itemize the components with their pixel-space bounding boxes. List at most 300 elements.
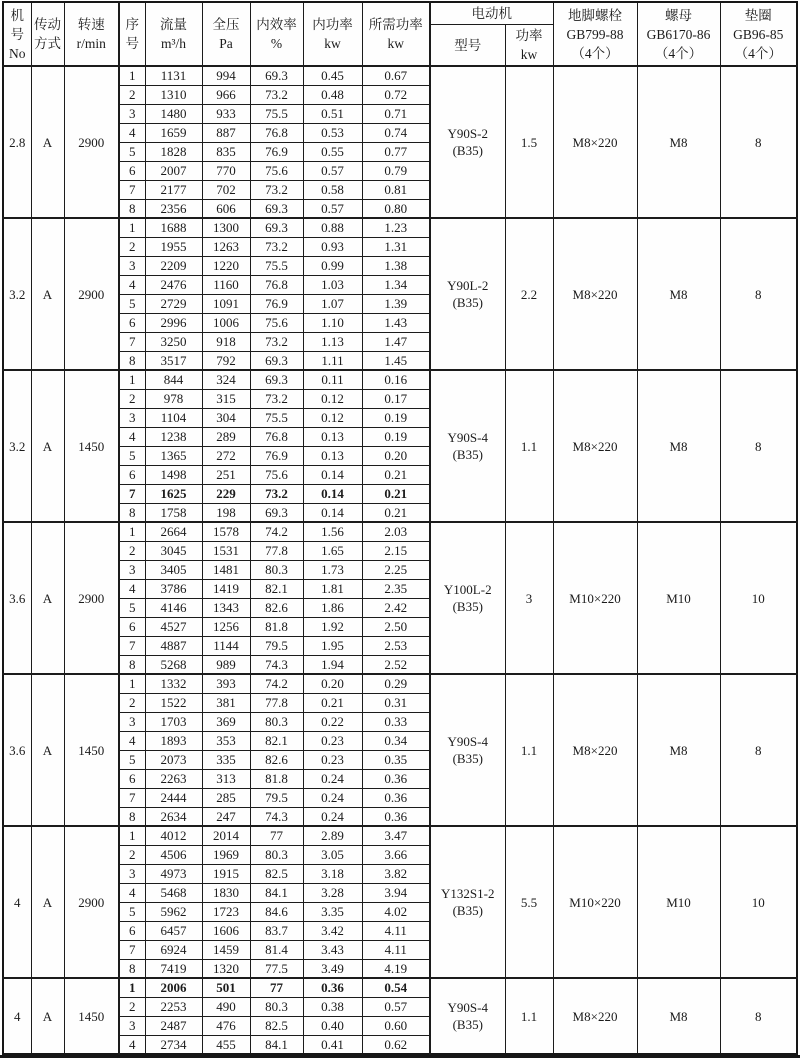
flow-cell: 2177 bbox=[145, 180, 202, 199]
flow-cell: 2263 bbox=[145, 769, 202, 788]
efficiency-cell: 69.3 bbox=[250, 199, 303, 218]
nut-cell: M10 bbox=[637, 826, 720, 978]
required-power-cell: 0.77 bbox=[362, 142, 430, 161]
pressure-cell: 1256 bbox=[202, 617, 250, 636]
pressure-cell: 1220 bbox=[202, 256, 250, 275]
seq-cell: 6 bbox=[119, 921, 145, 940]
header-row-top bbox=[3, 2, 797, 25]
inner-power-cell: 0.53 bbox=[303, 123, 362, 142]
bolt-cell: M10×220 bbox=[553, 826, 637, 978]
flow-cell: 7419 bbox=[145, 959, 202, 978]
inner-power-cell: 1.73 bbox=[303, 560, 362, 579]
seq-cell: 8 bbox=[119, 351, 145, 370]
efficiency-cell: 83.7 bbox=[250, 921, 303, 940]
seq-cell: 3 bbox=[119, 256, 145, 275]
flow-cell: 1480 bbox=[145, 104, 202, 123]
required-power-cell: 0.36 bbox=[362, 769, 430, 788]
efficiency-cell: 74.3 bbox=[250, 807, 303, 826]
pressure-cell: 229 bbox=[202, 484, 250, 503]
required-power-cell: 0.60 bbox=[362, 1016, 430, 1035]
required-power-cell: 4.19 bbox=[362, 959, 430, 978]
machine-no-cell: 2.8 bbox=[3, 66, 31, 218]
pressure-cell: 994 bbox=[202, 66, 250, 85]
pressure-cell: 381 bbox=[202, 693, 250, 712]
efficiency-cell: 84.1 bbox=[250, 883, 303, 902]
motor-model-cell: Y90S-4 (B35) bbox=[430, 674, 505, 826]
washer-cell: 8 bbox=[720, 370, 797, 522]
seq-cell: 1 bbox=[119, 370, 145, 389]
inner-power-cell: 3.28 bbox=[303, 883, 362, 902]
pressure-cell: 476 bbox=[202, 1016, 250, 1035]
washer-cell: 10 bbox=[720, 826, 797, 978]
pressure-cell: 1830 bbox=[202, 883, 250, 902]
efficiency-cell: 73.2 bbox=[250, 484, 303, 503]
required-power-cell: 0.81 bbox=[362, 180, 430, 199]
inner-power-cell: 0.23 bbox=[303, 731, 362, 750]
inner-power-cell: 0.38 bbox=[303, 997, 362, 1016]
inner-power-cell: 0.58 bbox=[303, 180, 362, 199]
required-power-cell: 1.38 bbox=[362, 256, 430, 275]
flow-cell: 1365 bbox=[145, 446, 202, 465]
speed-cell: 2900 bbox=[64, 522, 119, 674]
pressure-cell: 1006 bbox=[202, 313, 250, 332]
inner-power-cell: 1.13 bbox=[303, 332, 362, 351]
required-power-cell: 2.50 bbox=[362, 617, 430, 636]
efficiency-cell: 75.5 bbox=[250, 256, 303, 275]
drive-mode-cell: A bbox=[31, 218, 64, 370]
col-header-pressure: 全压 Pa bbox=[202, 2, 250, 66]
required-power-cell: 0.33 bbox=[362, 712, 430, 731]
washer-cell: 10 bbox=[720, 522, 797, 674]
efficiency-cell: 69.3 bbox=[250, 370, 303, 389]
required-power-cell: 0.74 bbox=[362, 123, 430, 142]
seq-cell: 5 bbox=[119, 598, 145, 617]
washer-cell: 8 bbox=[720, 218, 797, 370]
seq-cell: 5 bbox=[119, 446, 145, 465]
required-power-cell: 0.31 bbox=[362, 693, 430, 712]
inner-power-cell: 3.35 bbox=[303, 902, 362, 921]
flow-cell: 2664 bbox=[145, 522, 202, 541]
required-power-cell: 0.17 bbox=[362, 389, 430, 408]
col-header-washer: 垫圈 GB96-85 （4个） bbox=[720, 2, 797, 66]
bolt-cell: M8×220 bbox=[553, 66, 637, 218]
pressure-cell: 247 bbox=[202, 807, 250, 826]
flow-cell: 1498 bbox=[145, 465, 202, 484]
bolt-cell: M8×220 bbox=[553, 218, 637, 370]
seq-cell: 4 bbox=[119, 427, 145, 446]
flow-cell: 4887 bbox=[145, 636, 202, 655]
inner-power-cell: 0.23 bbox=[303, 750, 362, 769]
inner-power-cell: 3.49 bbox=[303, 959, 362, 978]
flow-cell: 2253 bbox=[145, 997, 202, 1016]
inner-power-cell: 1.56 bbox=[303, 522, 362, 541]
efficiency-cell: 79.5 bbox=[250, 788, 303, 807]
required-power-cell: 2.52 bbox=[362, 655, 430, 674]
efficiency-cell: 76.8 bbox=[250, 123, 303, 142]
seq-cell: 2 bbox=[119, 693, 145, 712]
flow-cell: 4506 bbox=[145, 845, 202, 864]
pressure-cell: 1091 bbox=[202, 294, 250, 313]
required-power-cell: 2.03 bbox=[362, 522, 430, 541]
table-body bbox=[3, 66, 797, 1054]
page-bottom-crop-line bbox=[0, 1055, 800, 1058]
required-power-cell: 2.15 bbox=[362, 541, 430, 560]
required-power-cell: 0.36 bbox=[362, 807, 430, 826]
pressure-cell: 1915 bbox=[202, 864, 250, 883]
required-power-cell: 1.23 bbox=[362, 218, 430, 237]
inner-power-cell: 3.05 bbox=[303, 845, 362, 864]
flow-cell: 1238 bbox=[145, 427, 202, 446]
col-header-speed: 转速 r/min bbox=[64, 2, 119, 66]
required-power-cell: 4.11 bbox=[362, 921, 430, 940]
machine-no-cell: 4 bbox=[3, 978, 31, 1054]
flow-cell: 2487 bbox=[145, 1016, 202, 1035]
required-power-cell: 0.54 bbox=[362, 978, 430, 997]
inner-power-cell: 0.12 bbox=[303, 389, 362, 408]
efficiency-cell: 77 bbox=[250, 826, 303, 845]
inner-power-cell: 0.45 bbox=[303, 66, 362, 85]
efficiency-cell: 73.2 bbox=[250, 180, 303, 199]
table-row bbox=[3, 370, 797, 389]
pressure-cell: 304 bbox=[202, 408, 250, 427]
pressure-cell: 272 bbox=[202, 446, 250, 465]
seq-cell: 1 bbox=[119, 674, 145, 693]
seq-cell: 4 bbox=[119, 731, 145, 750]
efficiency-cell: 74.3 bbox=[250, 655, 303, 674]
seq-cell: 8 bbox=[119, 503, 145, 522]
seq-cell: 3 bbox=[119, 408, 145, 427]
flow-cell: 2444 bbox=[145, 788, 202, 807]
efficiency-cell: 76.8 bbox=[250, 427, 303, 446]
pressure-cell: 501 bbox=[202, 978, 250, 997]
seq-cell: 1 bbox=[119, 826, 145, 845]
pressure-cell: 933 bbox=[202, 104, 250, 123]
flow-cell: 1332 bbox=[145, 674, 202, 693]
efficiency-cell: 69.3 bbox=[250, 218, 303, 237]
flow-cell: 4527 bbox=[145, 617, 202, 636]
motor-model-cell: Y90S-4 (B35) bbox=[430, 978, 505, 1054]
flow-cell: 2734 bbox=[145, 1035, 202, 1054]
flow-cell: 1310 bbox=[145, 85, 202, 104]
efficiency-cell: 80.3 bbox=[250, 712, 303, 731]
inner-power-cell: 0.22 bbox=[303, 712, 362, 731]
required-power-cell: 0.57 bbox=[362, 997, 430, 1016]
required-power-cell: 0.20 bbox=[362, 446, 430, 465]
speed-cell: 2900 bbox=[64, 66, 119, 218]
bolt-cell: M10×220 bbox=[553, 522, 637, 674]
required-power-cell: 3.47 bbox=[362, 826, 430, 845]
col-header-machine-no: 机号 No bbox=[3, 2, 31, 66]
seq-cell: 5 bbox=[119, 294, 145, 313]
flow-cell: 2996 bbox=[145, 313, 202, 332]
efficiency-cell: 77.5 bbox=[250, 959, 303, 978]
pressure-cell: 455 bbox=[202, 1035, 250, 1054]
inner-power-cell: 0.51 bbox=[303, 104, 362, 123]
washer-cell: 8 bbox=[720, 978, 797, 1054]
col-header-motor-power: 功率 kw bbox=[505, 25, 553, 67]
pressure-cell: 335 bbox=[202, 750, 250, 769]
required-power-cell: 0.21 bbox=[362, 465, 430, 484]
efficiency-cell: 82.5 bbox=[250, 1016, 303, 1035]
seq-cell: 1 bbox=[119, 522, 145, 541]
pressure-cell: 918 bbox=[202, 332, 250, 351]
inner-power-cell: 1.10 bbox=[303, 313, 362, 332]
drive-mode-cell: A bbox=[31, 66, 64, 218]
required-power-cell: 2.35 bbox=[362, 579, 430, 598]
required-power-cell: 0.67 bbox=[362, 66, 430, 85]
required-power-cell: 1.39 bbox=[362, 294, 430, 313]
inner-power-cell: 0.24 bbox=[303, 788, 362, 807]
col-header-nut: 螺母 GB6170-86 （4个） bbox=[637, 2, 720, 66]
inner-power-cell: 3.18 bbox=[303, 864, 362, 883]
seq-cell: 6 bbox=[119, 465, 145, 484]
pressure-cell: 1459 bbox=[202, 940, 250, 959]
efficiency-cell: 76.9 bbox=[250, 294, 303, 313]
seq-cell: 2 bbox=[119, 541, 145, 560]
inner-power-cell: 0.20 bbox=[303, 674, 362, 693]
seq-cell: 8 bbox=[119, 807, 145, 826]
pressure-cell: 1969 bbox=[202, 845, 250, 864]
table-row bbox=[3, 66, 797, 85]
inner-power-cell: 1.81 bbox=[303, 579, 362, 598]
machine-no-cell: 3.2 bbox=[3, 370, 31, 522]
seq-cell: 8 bbox=[119, 959, 145, 978]
seq-cell: 3 bbox=[119, 1016, 145, 1035]
seq-cell: 6 bbox=[119, 313, 145, 332]
flow-cell: 2209 bbox=[145, 256, 202, 275]
nut-cell: M8 bbox=[637, 674, 720, 826]
motor-model-cell: Y100L-2 (B35) bbox=[430, 522, 505, 674]
required-power-cell: 0.21 bbox=[362, 484, 430, 503]
inner-power-cell: 0.57 bbox=[303, 199, 362, 218]
flow-cell: 5468 bbox=[145, 883, 202, 902]
pressure-cell: 1263 bbox=[202, 237, 250, 256]
nut-cell: M8 bbox=[637, 370, 720, 522]
pressure-cell: 1578 bbox=[202, 522, 250, 541]
pressure-cell: 315 bbox=[202, 389, 250, 408]
pressure-cell: 770 bbox=[202, 161, 250, 180]
drive-mode-cell: A bbox=[31, 826, 64, 978]
motor-power-cell: 1.1 bbox=[505, 370, 553, 522]
seq-cell: 5 bbox=[119, 750, 145, 769]
table-row bbox=[3, 218, 797, 237]
table-row bbox=[3, 674, 797, 693]
flow-cell: 2634 bbox=[145, 807, 202, 826]
col-header-inner-power: 内功率 kw bbox=[303, 2, 362, 66]
inner-power-cell: 1.94 bbox=[303, 655, 362, 674]
efficiency-cell: 73.2 bbox=[250, 237, 303, 256]
bolt-cell: M8×220 bbox=[553, 978, 637, 1054]
flow-cell: 1758 bbox=[145, 503, 202, 522]
seq-cell: 6 bbox=[119, 161, 145, 180]
seq-cell: 1 bbox=[119, 978, 145, 997]
motor-model-cell: Y90S-2 (B35) bbox=[430, 66, 505, 218]
pressure-cell: 887 bbox=[202, 123, 250, 142]
required-power-cell: 0.19 bbox=[362, 427, 430, 446]
pressure-cell: 1160 bbox=[202, 275, 250, 294]
table-row bbox=[3, 826, 797, 845]
machine-no-cell: 3.2 bbox=[3, 218, 31, 370]
flow-cell: 4012 bbox=[145, 826, 202, 845]
efficiency-cell: 81.4 bbox=[250, 940, 303, 959]
drive-mode-cell: A bbox=[31, 522, 64, 674]
pressure-cell: 1343 bbox=[202, 598, 250, 617]
seq-cell: 3 bbox=[119, 712, 145, 731]
col-header-drive-mode: 传动 方式 bbox=[31, 2, 64, 66]
inner-power-cell: 0.24 bbox=[303, 769, 362, 788]
efficiency-cell: 75.5 bbox=[250, 408, 303, 427]
inner-power-cell: 0.36 bbox=[303, 978, 362, 997]
table-row bbox=[3, 978, 797, 997]
efficiency-cell: 77.8 bbox=[250, 541, 303, 560]
flow-cell: 978 bbox=[145, 389, 202, 408]
required-power-cell: 4.02 bbox=[362, 902, 430, 921]
motor-power-cell: 3 bbox=[505, 522, 553, 674]
flow-cell: 1703 bbox=[145, 712, 202, 731]
inner-power-cell: 0.12 bbox=[303, 408, 362, 427]
pressure-cell: 490 bbox=[202, 997, 250, 1016]
efficiency-cell: 75.6 bbox=[250, 465, 303, 484]
required-power-cell: 2.25 bbox=[362, 560, 430, 579]
efficiency-cell: 76.9 bbox=[250, 446, 303, 465]
flow-cell: 4973 bbox=[145, 864, 202, 883]
seq-cell: 4 bbox=[119, 883, 145, 902]
required-power-cell: 0.19 bbox=[362, 408, 430, 427]
flow-cell: 1659 bbox=[145, 123, 202, 142]
flow-cell: 2006 bbox=[145, 978, 202, 997]
inner-power-cell: 0.48 bbox=[303, 85, 362, 104]
seq-cell: 4 bbox=[119, 579, 145, 598]
inner-power-cell: 0.40 bbox=[303, 1016, 362, 1035]
required-power-cell: 4.11 bbox=[362, 940, 430, 959]
seq-cell: 2 bbox=[119, 237, 145, 256]
seq-cell: 7 bbox=[119, 636, 145, 655]
inner-power-cell: 3.42 bbox=[303, 921, 362, 940]
seq-cell: 4 bbox=[119, 1035, 145, 1054]
seq-cell: 2 bbox=[119, 997, 145, 1016]
pressure-cell: 1300 bbox=[202, 218, 250, 237]
seq-cell: 4 bbox=[119, 275, 145, 294]
seq-cell: 6 bbox=[119, 617, 145, 636]
seq-cell: 7 bbox=[119, 788, 145, 807]
washer-cell: 8 bbox=[720, 66, 797, 218]
efficiency-cell: 73.2 bbox=[250, 332, 303, 351]
col-header-required-power: 所需功率 kw bbox=[362, 2, 430, 66]
pressure-cell: 606 bbox=[202, 199, 250, 218]
machine-no-cell: 4 bbox=[3, 826, 31, 978]
flow-cell: 6457 bbox=[145, 921, 202, 940]
inner-power-cell: 0.93 bbox=[303, 237, 362, 256]
flow-cell: 844 bbox=[145, 370, 202, 389]
pressure-cell: 989 bbox=[202, 655, 250, 674]
col-header-flow: 流量 m³/h bbox=[145, 2, 202, 66]
flow-cell: 2073 bbox=[145, 750, 202, 769]
seq-cell: 2 bbox=[119, 845, 145, 864]
inner-power-cell: 0.14 bbox=[303, 484, 362, 503]
efficiency-cell: 84.1 bbox=[250, 1035, 303, 1054]
required-power-cell: 3.94 bbox=[362, 883, 430, 902]
flow-cell: 1688 bbox=[145, 218, 202, 237]
efficiency-cell: 75.5 bbox=[250, 104, 303, 123]
efficiency-cell: 75.6 bbox=[250, 161, 303, 180]
inner-power-cell: 0.13 bbox=[303, 446, 362, 465]
motor-power-cell: 5.5 bbox=[505, 826, 553, 978]
inner-power-cell: 0.14 bbox=[303, 465, 362, 484]
pressure-cell: 702 bbox=[202, 180, 250, 199]
seq-cell: 1 bbox=[119, 218, 145, 237]
speed-cell: 2900 bbox=[64, 826, 119, 978]
inner-power-cell: 0.11 bbox=[303, 370, 362, 389]
flow-cell: 1955 bbox=[145, 237, 202, 256]
pressure-cell: 353 bbox=[202, 731, 250, 750]
efficiency-cell: 79.5 bbox=[250, 636, 303, 655]
inner-power-cell: 0.13 bbox=[303, 427, 362, 446]
flow-cell: 3786 bbox=[145, 579, 202, 598]
speed-cell: 1450 bbox=[64, 674, 119, 826]
inner-power-cell: 1.95 bbox=[303, 636, 362, 655]
efficiency-cell: 77.8 bbox=[250, 693, 303, 712]
seq-cell: 1 bbox=[119, 66, 145, 85]
seq-cell: 5 bbox=[119, 142, 145, 161]
seq-cell: 2 bbox=[119, 389, 145, 408]
seq-cell: 8 bbox=[119, 199, 145, 218]
drive-mode-cell: A bbox=[31, 978, 64, 1054]
required-power-cell: 0.29 bbox=[362, 674, 430, 693]
required-power-cell: 1.45 bbox=[362, 351, 430, 370]
required-power-cell: 1.31 bbox=[362, 237, 430, 256]
required-power-cell: 2.42 bbox=[362, 598, 430, 617]
drive-mode-cell: A bbox=[31, 370, 64, 522]
pressure-cell: 198 bbox=[202, 503, 250, 522]
required-power-cell: 1.43 bbox=[362, 313, 430, 332]
flow-cell: 1522 bbox=[145, 693, 202, 712]
pressure-cell: 285 bbox=[202, 788, 250, 807]
inner-power-cell: 3.43 bbox=[303, 940, 362, 959]
inner-power-cell: 0.57 bbox=[303, 161, 362, 180]
efficiency-cell: 69.3 bbox=[250, 351, 303, 370]
flow-cell: 4146 bbox=[145, 598, 202, 617]
inner-power-cell: 1.07 bbox=[303, 294, 362, 313]
speed-cell: 1450 bbox=[64, 978, 119, 1054]
inner-power-cell: 0.24 bbox=[303, 807, 362, 826]
flow-cell: 1893 bbox=[145, 731, 202, 750]
required-power-cell: 0.34 bbox=[362, 731, 430, 750]
flow-cell: 2729 bbox=[145, 294, 202, 313]
efficiency-cell: 82.6 bbox=[250, 750, 303, 769]
efficiency-cell: 69.3 bbox=[250, 66, 303, 85]
pressure-cell: 1723 bbox=[202, 902, 250, 921]
seq-cell: 2 bbox=[119, 85, 145, 104]
required-power-cell: 1.34 bbox=[362, 275, 430, 294]
seq-cell: 5 bbox=[119, 902, 145, 921]
pressure-cell: 792 bbox=[202, 351, 250, 370]
inner-power-cell: 0.14 bbox=[303, 503, 362, 522]
required-power-cell: 0.71 bbox=[362, 104, 430, 123]
motor-model-cell: Y90L-2 (B35) bbox=[430, 218, 505, 370]
required-power-cell: 0.16 bbox=[362, 370, 430, 389]
efficiency-cell: 76.9 bbox=[250, 142, 303, 161]
efficiency-cell: 69.3 bbox=[250, 503, 303, 522]
required-power-cell: 0.36 bbox=[362, 788, 430, 807]
flow-cell: 6924 bbox=[145, 940, 202, 959]
nut-cell: M8 bbox=[637, 66, 720, 218]
inner-power-cell: 1.03 bbox=[303, 275, 362, 294]
seq-cell: 3 bbox=[119, 560, 145, 579]
efficiency-cell: 81.8 bbox=[250, 769, 303, 788]
inner-power-cell: 1.86 bbox=[303, 598, 362, 617]
table-row bbox=[3, 522, 797, 541]
table-header bbox=[3, 2, 797, 66]
